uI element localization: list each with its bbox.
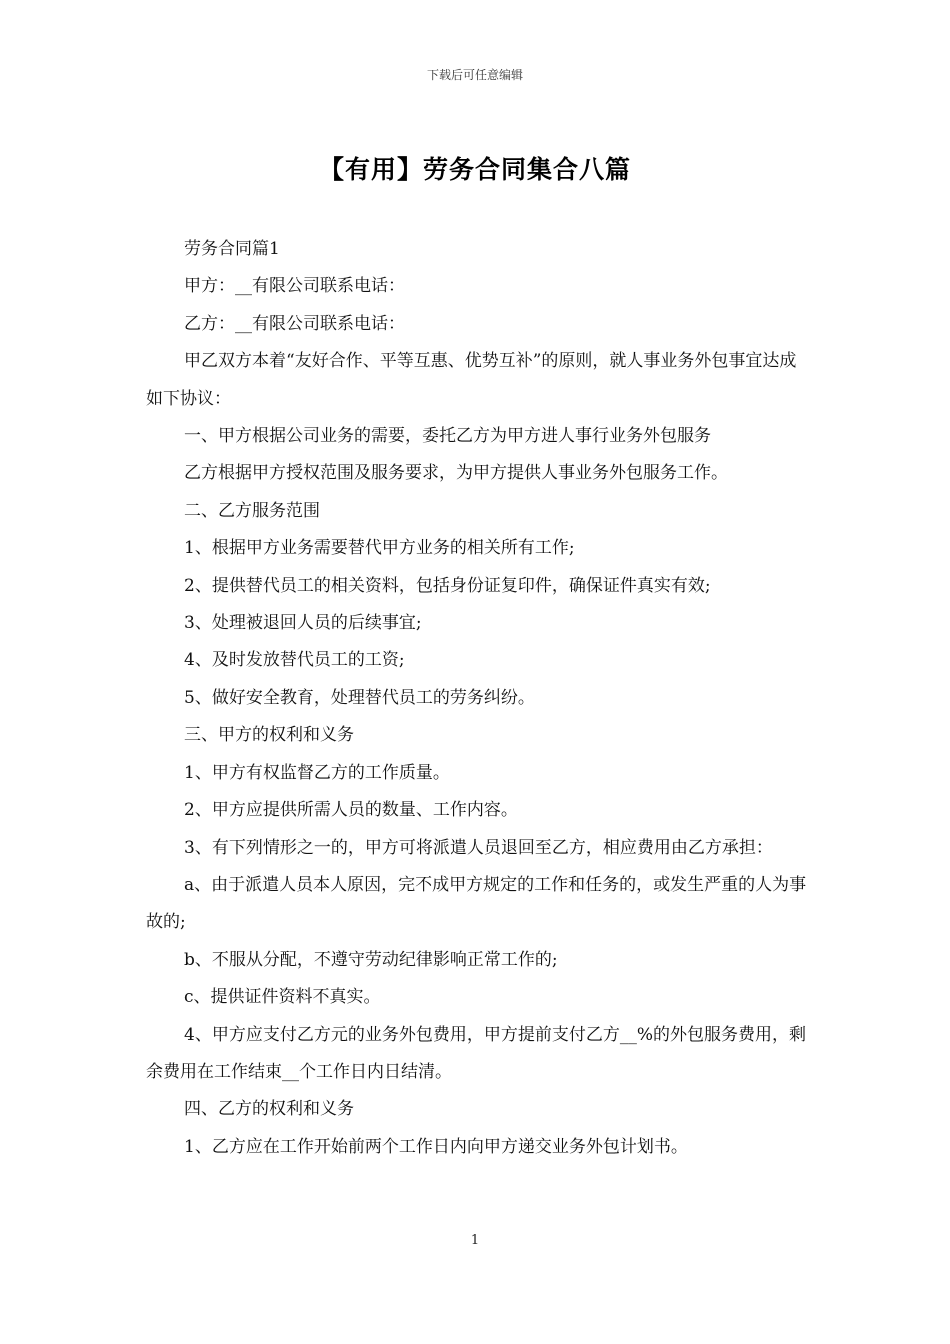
clause-item: 2、甲方应提供所需人员的数量、工作内容。 bbox=[184, 800, 518, 821]
sub-clause-item: a、由于派遣人员本人原因，完不成甲方规定的工作和任务的，或发生严重的人为事故的; bbox=[146, 874, 807, 933]
clause-item: 4、及时发放替代员工的工资; bbox=[184, 650, 405, 671]
section-heading: 劳务合同篇1 bbox=[184, 239, 280, 259]
clause-heading: 四、乙方的权利和义务 bbox=[184, 1099, 354, 1120]
clause-paragraph: 一、甲方根据公司业务的需要，委托乙方为甲方进人事行业务外包服务 bbox=[184, 426, 711, 447]
page-number: 1 bbox=[470, 1233, 480, 1248]
party-a-line: 甲方：__有限公司联系电话： bbox=[184, 276, 405, 297]
clause-item: 5、做好安全教育，处理替代员工的劳务纠纷。 bbox=[184, 687, 535, 708]
document-body bbox=[146, 231, 808, 1166]
clause-item: 1、甲方有权监督乙方的工作质量。 bbox=[184, 762, 450, 783]
page-header-note: 下载后可任意编辑 bbox=[426, 68, 523, 82]
clause-item: 2、提供替代员工的相关资料，包括身份证复印件，确保证件真实有效; bbox=[184, 575, 711, 596]
document-title: 【有用】劳务合同集合八篇 bbox=[318, 155, 631, 184]
party-b-line: 乙方：__有限公司联系电话： bbox=[184, 313, 405, 334]
clause-item: 3、处理被退回人员的后续事宜; bbox=[184, 613, 422, 634]
clause-item: 3、有下列情形之一的，甲方可将派遣人员退回至乙方，相应费用由乙方承担： bbox=[184, 837, 773, 858]
clause-item: 1、乙方应在工作开始前两个工作日内向甲方递交业务外包计划书。 bbox=[184, 1136, 688, 1157]
clause-paragraph: 乙方根据甲方授权范围及服务要求，为甲方提供人事业务外包服务工作。 bbox=[184, 463, 728, 484]
sub-clause-item: b、不服从分配，不遵守劳动纪律影响正常工作的; bbox=[184, 949, 558, 970]
clause-heading: 二、乙方服务范围 bbox=[184, 500, 320, 521]
clause-heading: 三、甲方的权利和义务 bbox=[184, 725, 354, 746]
clause-item: 1、根据甲方业务需要替代甲方业务的相关所有工作; bbox=[184, 538, 575, 559]
preamble-paragraph: 甲乙双方本着“友好合作、平等互惠、优势互补”的原则，就人事业务外包事宜达成如下协议： bbox=[146, 351, 797, 409]
sub-clause-item: c、提供证件资料不真实。 bbox=[184, 987, 381, 1008]
clause-item: 4、甲方应支付乙方元的业务外包费用，甲方提前支付乙方__%的外包服务费用，剩余费用在工作结束__个工作日内日结清。 bbox=[146, 1024, 806, 1082]
